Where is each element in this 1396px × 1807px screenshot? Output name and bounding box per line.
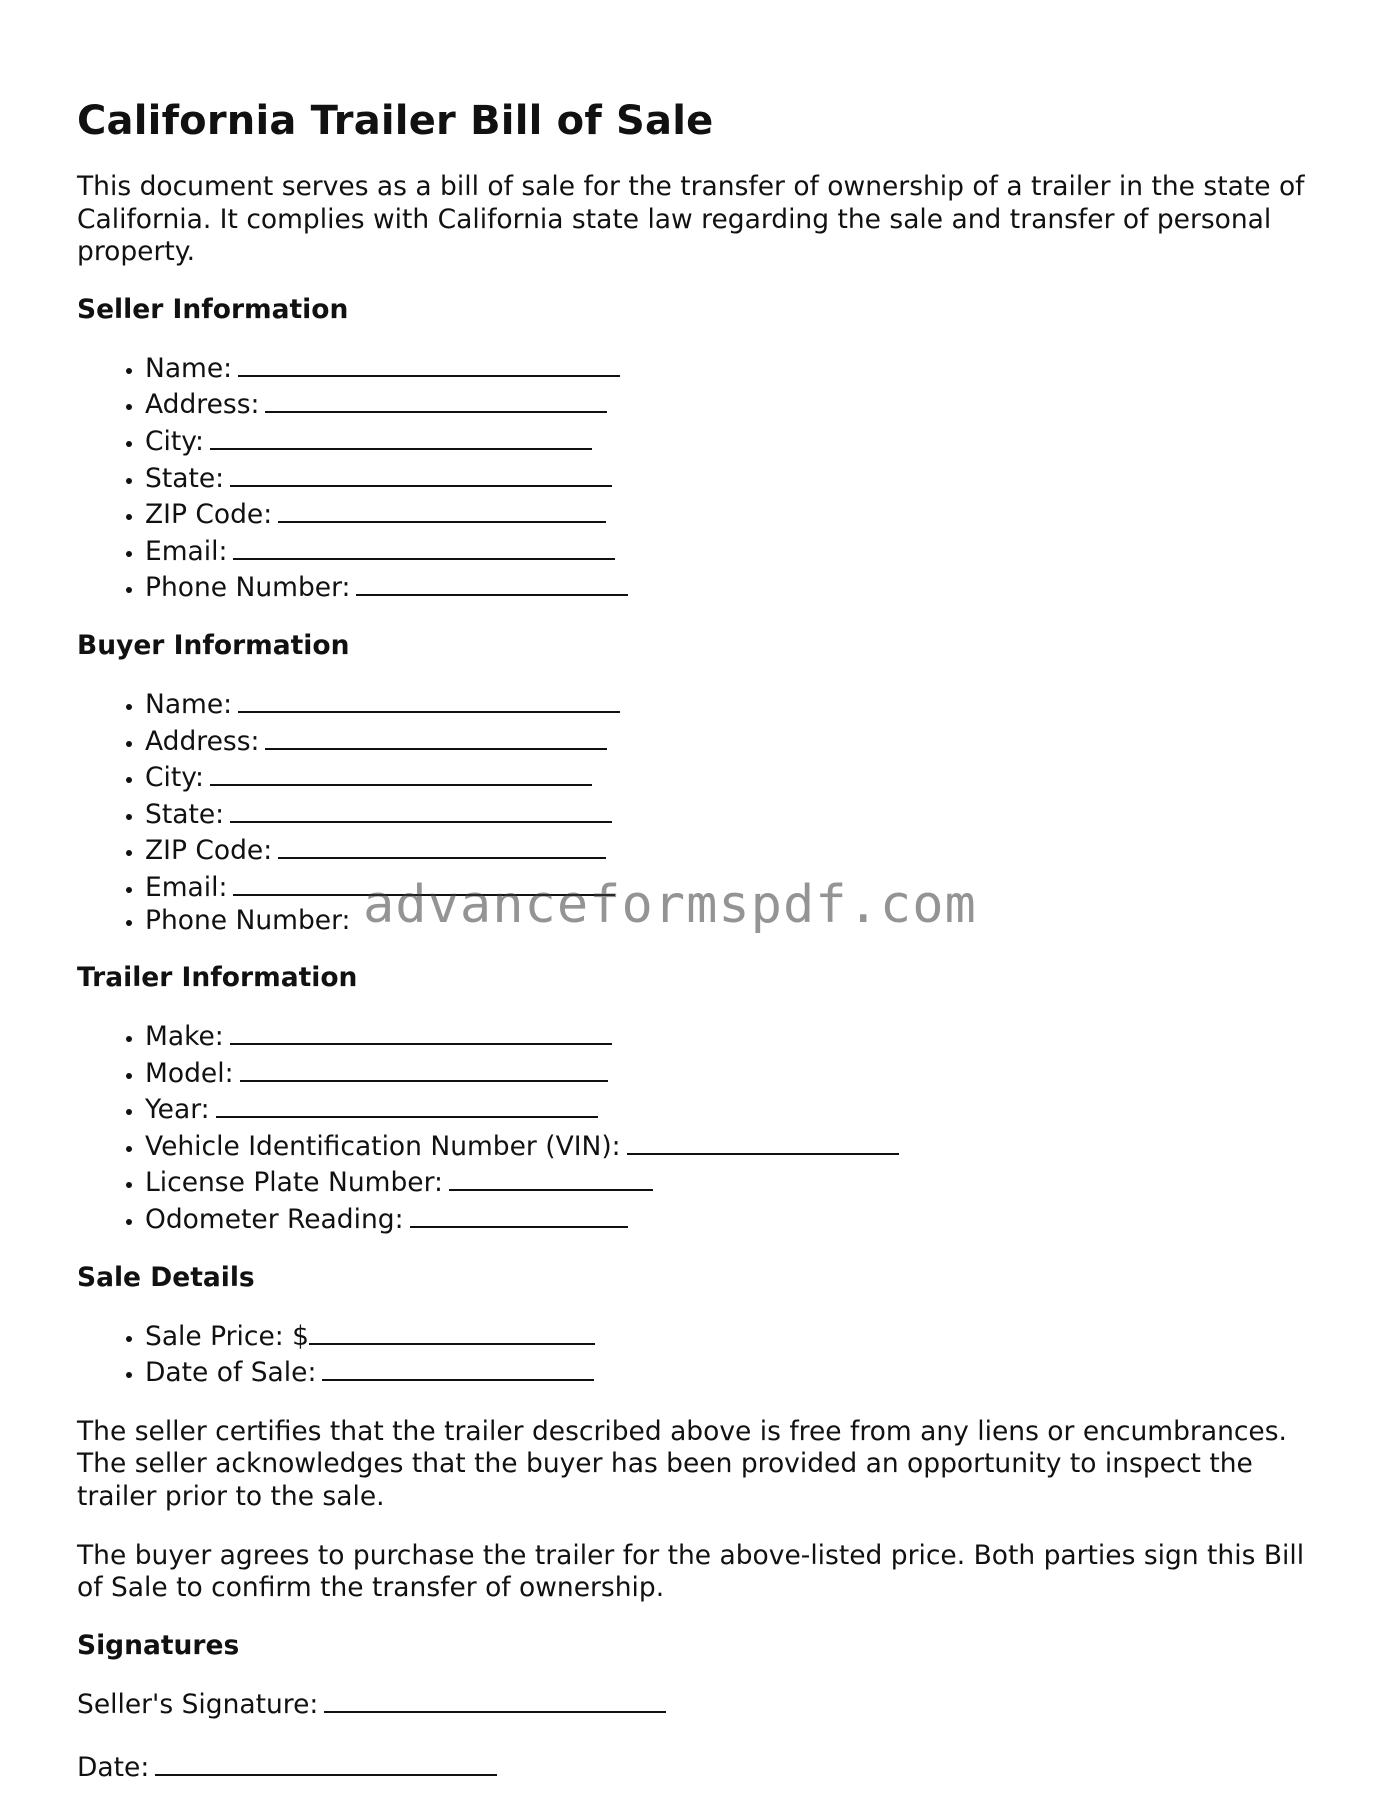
- buyer-heading: Buyer Information: [77, 629, 350, 661]
- trailer-odometer-blank[interactable]: [410, 1200, 628, 1228]
- sale-heading: Sale Details: [77, 1261, 255, 1293]
- seller-heading: Seller Information: [77, 293, 349, 325]
- seller-zip-blank[interactable]: [278, 495, 606, 523]
- buyer-state-blank[interactable]: [230, 795, 612, 823]
- sale-date-field: • Date of Sale:: [145, 1353, 1327, 1390]
- buyer-state-field: • State:: [145, 795, 1327, 832]
- buyer-zip-field: • ZIP Code:: [145, 831, 1327, 868]
- buyer-address-field: • Address:: [145, 722, 1327, 759]
- trailer-field-list: [77, 1017, 1327, 1237]
- sale-price-field: • Sale Price: $: [145, 1317, 1327, 1354]
- document-content: [77, 93, 1327, 1785]
- trailer-year-blank[interactable]: [216, 1090, 598, 1118]
- trailer-vin-field: • Vehicle Identification Number (VIN):: [145, 1127, 1327, 1164]
- seller-address-field: • Address:: [145, 385, 1327, 422]
- trailer-make-field: • Make:: [145, 1017, 1327, 1054]
- trailer-model-blank[interactable]: [240, 1054, 608, 1082]
- signatures-heading: Signatures: [77, 1629, 240, 1661]
- seller-phone-field: • Phone Number:: [145, 568, 1327, 605]
- seller-email-blank[interactable]: [233, 532, 615, 560]
- seller-signature-line: Seller's Signature:: [77, 1685, 1327, 1722]
- sale-field-list: [77, 1317, 1327, 1390]
- seller-address-blank[interactable]: [265, 385, 607, 413]
- buyer-phone-field: • Phone Number:: [145, 905, 1327, 938]
- signature-date-line: Date:: [77, 1748, 1327, 1785]
- trailer-vin-blank[interactable]: [627, 1127, 899, 1155]
- buyer-name-blank[interactable]: [238, 685, 620, 713]
- seller-name-blank[interactable]: [238, 349, 620, 377]
- agreement-paragraph: The buyer agrees to purchase the trailer for the above-listed price. Both parties sign this Bill of Sale to confirm the transfer of ownership.: [77, 1539, 1305, 1604]
- trailer-year-field: • Year:: [145, 1090, 1327, 1127]
- certification-paragraph: The seller certifies that the trailer described above is free from any liens or encumbrances. The seller acknowledges that the buyer has been provided an opportunity to inspect the trailer prior to the sale.: [77, 1415, 1287, 1513]
- seller-zip-field: • ZIP Code:: [145, 495, 1327, 532]
- seller-state-field: • State:: [145, 459, 1327, 496]
- sale-date-blank[interactable]: [322, 1353, 594, 1381]
- seller-city-field: • City:: [145, 422, 1327, 459]
- buyer-name-field: • Name:: [145, 685, 1327, 722]
- buyer-email-field: • Email:: [145, 868, 1327, 905]
- seller-phone-blank[interactable]: [356, 568, 628, 596]
- trailer-odometer-field: • Odometer Reading:: [145, 1200, 1327, 1237]
- buyer-city-blank[interactable]: [210, 758, 592, 786]
- trailer-plate-blank[interactable]: [449, 1163, 653, 1191]
- watermark: advanceformspdf.com: [363, 875, 977, 935]
- trailer-heading: Trailer Information: [77, 962, 358, 994]
- signature-date-blank[interactable]: [155, 1748, 497, 1776]
- trailer-make-blank[interactable]: [230, 1017, 612, 1045]
- buyer-zip-blank[interactable]: [278, 831, 606, 859]
- seller-signature-blank[interactable]: [324, 1685, 666, 1713]
- seller-state-blank[interactable]: [230, 459, 612, 487]
- buyer-city-field: • City:: [145, 758, 1327, 795]
- seller-email-field: • Email:: [145, 532, 1327, 569]
- sale-price-blank[interactable]: [309, 1317, 595, 1345]
- seller-name-field: • Name:: [145, 349, 1327, 386]
- seller-city-blank[interactable]: [210, 422, 592, 450]
- intro-paragraph: This document serves as a bill of sale for the transfer of ownership of a trailer in the state of California. It complies with California state law regarding the sale and transfer of personal property.: [77, 171, 1305, 268]
- document-title: California Trailer Bill of Sale: [77, 98, 714, 144]
- seller-field-list: [77, 349, 1327, 605]
- trailer-plate-field: • License Plate Number:: [145, 1163, 1327, 1200]
- trailer-model-field: • Model:: [145, 1054, 1327, 1091]
- buyer-address-blank[interactable]: [265, 722, 607, 750]
